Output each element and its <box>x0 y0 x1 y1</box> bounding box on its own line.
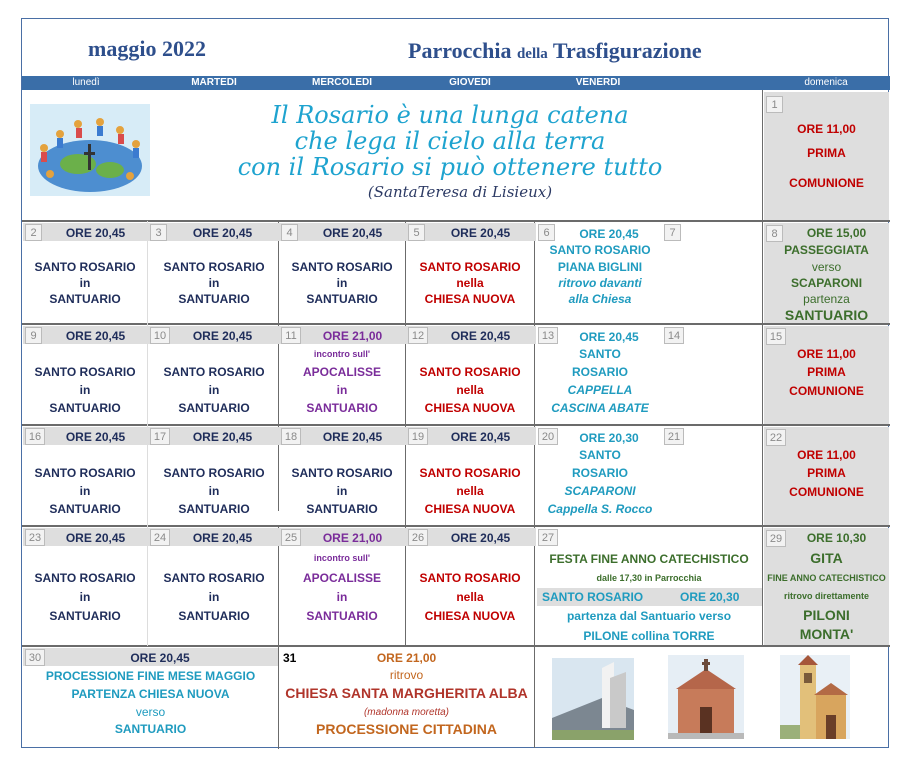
event-text: SANTO ROSARIO <box>291 260 393 274</box>
day-number: 4 <box>281 224 298 241</box>
event-text: COMUNIONE <box>789 384 864 398</box>
event-text: in <box>336 484 348 498</box>
day-number: 14 <box>664 327 684 344</box>
event-text: PILONE collina TORRE <box>583 629 715 643</box>
event-text: SANTUARIO <box>306 609 378 623</box>
event-time: ORE 11,00 <box>797 122 856 136</box>
event-text: PIANA BIGLINI <box>557 260 643 274</box>
day-friday: VENERDI <box>575 77 621 88</box>
row-divider <box>22 525 890 527</box>
day-number: 6 <box>538 224 555 241</box>
day-number: 2 <box>25 224 42 241</box>
event-text: CHIESA NUOVA <box>424 292 516 306</box>
parish-della: della <box>516 46 548 62</box>
day-number: 30 <box>25 649 45 666</box>
event-text: nella <box>456 484 484 498</box>
sanctuary-photo <box>552 658 634 740</box>
day-thursday: GIOVEDI <box>449 77 491 88</box>
event-time: ORE 15,00 <box>806 226 867 240</box>
event-text: PARTENZA CHIESA NUOVA <box>71 687 230 701</box>
event-text: SANTO ROSARIO <box>34 571 136 585</box>
event-text: in <box>79 484 91 498</box>
day-number: 1 <box>766 96 783 113</box>
event-text: SANTO ROSARIO <box>419 466 521 480</box>
col-divider <box>762 90 763 645</box>
day-number: 26 <box>408 529 428 546</box>
parish-word: Parrocchia <box>408 38 512 63</box>
event-time: ORE 11,00 <box>797 448 856 462</box>
children-globe-illustration <box>30 104 150 196</box>
event-text: ritrovo direttamente <box>783 591 870 601</box>
event-text: SANTO ROSARIO <box>163 365 265 379</box>
day-number: 18 <box>281 428 301 445</box>
event-text: incontro sull' <box>313 553 371 563</box>
event-text: SANTUARIO <box>178 609 250 623</box>
event-text: in <box>208 484 220 498</box>
event-time: ORE 20,45 <box>450 430 511 444</box>
day-number: 23 <box>25 529 45 546</box>
event-text: ROSARIO <box>571 365 628 379</box>
event-text: nella <box>456 276 484 290</box>
event-text: COMUNIONE <box>789 485 864 499</box>
day-number: 27 <box>538 529 558 546</box>
day-number: 21 <box>664 428 684 445</box>
day-number: 20 <box>538 428 558 445</box>
event-text: PRIMA <box>807 466 846 480</box>
day-number: 29 <box>766 530 786 547</box>
event-text: PRIMA <box>807 146 846 160</box>
event-text: in <box>336 590 348 604</box>
day-number: 13 <box>538 327 558 344</box>
bell-tower-church-icon <box>780 655 850 739</box>
event-text: in <box>336 276 348 290</box>
event-text: CHIESA NUOVA <box>424 502 516 516</box>
event-time: ORE 20,45 <box>322 226 383 240</box>
event-text: APOCALISSE <box>302 571 381 585</box>
event-text: partenza dal Santuario verso <box>566 609 732 623</box>
event-text: SANTUARIO <box>114 722 187 736</box>
event-time: ORE 20,45 <box>65 329 126 343</box>
event-time: ORE 20,45 <box>192 329 253 343</box>
day-sunday: domenica <box>804 77 848 88</box>
event-time: ORE 20,45 <box>65 226 126 240</box>
event-text: CASCINA ABATE <box>551 401 649 415</box>
row-divider <box>22 645 890 647</box>
event-text: SANTO ROSARIO <box>34 260 136 274</box>
event-text: verso <box>811 260 842 274</box>
row-divider <box>22 323 890 325</box>
event-text: FINE ANNO CATECHISTICO <box>767 573 886 583</box>
event-time: ORE 20,30 <box>579 431 639 445</box>
event-text: (madonna moretta) <box>363 707 450 718</box>
day-number: 22 <box>766 429 786 446</box>
event-text: SANTUARIO <box>49 609 121 623</box>
event-time: ORE 20,45 <box>322 430 383 444</box>
chiesa-nuova-photo <box>668 655 744 739</box>
church-facade-icon <box>668 655 744 739</box>
weekday-header <box>22 76 890 90</box>
event-text: PROCESSIONE FINE MESE MAGGIO <box>45 669 256 683</box>
event-time: ORE 20,45 <box>192 430 253 444</box>
modern-church-icon <box>552 658 634 740</box>
event-time: ORE 20,45 <box>65 430 126 444</box>
event-text: CAPPELLA <box>567 383 633 397</box>
event-time: ORE 20,30 <box>680 590 740 604</box>
event-time: ORE 20,45 <box>130 651 190 665</box>
quote-author: (SantaTeresa di Lisieux) <box>367 183 553 201</box>
day-number: 7 <box>664 224 681 241</box>
row-divider <box>22 424 890 426</box>
event-text: SANTO ROSARIO <box>34 365 136 379</box>
day-number: 24 <box>150 529 170 546</box>
event-text: nella <box>456 383 484 397</box>
event-text: PASSEGGIATA <box>784 243 869 257</box>
event-time: ORE 21,00 <box>322 329 383 343</box>
event-text: ritrovo davanti <box>558 276 642 290</box>
event-text: ROSARIO <box>571 466 628 480</box>
day-number: 3 <box>150 224 167 241</box>
event-text: PRIMA <box>807 365 846 379</box>
event-text: CHIESA SANTA MARGHERITA ALBA <box>285 685 528 701</box>
event-time: ORE 20,45 <box>192 531 253 545</box>
event-text: Cappella S. Rocco <box>547 502 653 516</box>
day-number: 10 <box>150 327 170 344</box>
event-text: SANTUARIO <box>784 307 869 323</box>
event-text: COMUNIONE <box>789 176 864 190</box>
event-text: incontro sull' <box>313 349 371 359</box>
event-text: MONTA' <box>799 626 854 642</box>
event-time: ORE 20,45 <box>450 329 511 343</box>
month-title: maggio 2022 <box>88 36 206 61</box>
day-number: 11 <box>281 327 301 344</box>
event-text: SCAPARONI <box>790 276 863 290</box>
day-number: 15 <box>766 328 786 345</box>
event-text: alla Chiesa <box>568 292 632 306</box>
quote-line-2: che lega il cielo alla terra <box>294 127 606 155</box>
quote-line-3: con il Rosario si può ottenere tutto <box>237 153 663 181</box>
event-time: ORE 20,45 <box>579 330 639 344</box>
event-text: SANTO ROSARIO <box>34 466 136 480</box>
day-number: 17 <box>150 428 170 445</box>
event-text: dalle 17,30 in Parrocchia <box>596 573 702 583</box>
event-text: in <box>79 383 91 397</box>
event-text: CHIESA NUOVA <box>424 609 516 623</box>
event-text: PILONI <box>803 607 850 623</box>
quote-line-1: Il Rosario è una lunga catena <box>271 101 629 129</box>
event-text: SANTO ROSARIO <box>419 571 521 585</box>
event-text: in <box>208 383 220 397</box>
children-globe-icon <box>30 104 150 196</box>
day-number: 12 <box>408 327 428 344</box>
event-text: SANTUARIO <box>306 502 378 516</box>
event-text: SANTUARIO <box>306 401 378 415</box>
event-text: partenza <box>803 292 850 306</box>
day-number: 8 <box>766 225 783 242</box>
event-time: ORE 21,00 <box>322 531 383 545</box>
event-text: SANTUARIO <box>49 401 121 415</box>
event-time: ORE 20,45 <box>192 226 253 240</box>
event-text: SANTO ROSARIO <box>419 365 521 379</box>
event-text: SANTO ROSARIO <box>291 466 393 480</box>
event-text: CHIESA NUOVA <box>424 401 516 415</box>
event-time: ORE 20,45 <box>450 531 511 545</box>
event-text: SANTO <box>579 448 621 462</box>
event-text: nella <box>456 590 484 604</box>
event-text: SANTUARIO <box>306 292 378 306</box>
event-text: SANTUARIO <box>178 292 250 306</box>
event-time: ORE 20,45 <box>450 226 511 240</box>
event-text: in <box>79 276 91 290</box>
event-text: PROCESSIONE CITTADINA <box>316 721 497 737</box>
event-text: in <box>208 276 220 290</box>
event-text: SANTO ROSARIO <box>163 260 265 274</box>
day-number: 31 <box>283 651 297 665</box>
event-text: in <box>79 590 91 604</box>
event-time: ORE 20,45 <box>579 227 639 241</box>
event-text: SANTO ROSARIO <box>542 590 644 604</box>
event-time: ORE 21,00 <box>376 651 437 665</box>
event-text: in <box>208 590 220 604</box>
event-text: SANTUARIO <box>178 502 250 516</box>
event-time: ORE 10,30 <box>806 531 867 545</box>
day-tuesday: MARTEDI <box>191 77 237 88</box>
day-number: 9 <box>25 327 42 344</box>
event-text: SANTO ROSARIO <box>163 571 265 585</box>
event-text: ritrovo <box>389 668 424 682</box>
event-text: SANTUARIO <box>178 401 250 415</box>
day-number: 5 <box>408 224 425 241</box>
row-divider <box>22 220 890 222</box>
col-divider <box>534 221 535 748</box>
event-text: verso <box>135 705 166 719</box>
event-text: SANTUARIO <box>49 292 121 306</box>
event-text: GITA <box>810 550 843 566</box>
parish-title <box>408 38 702 64</box>
event-time: ORE 20,45 <box>65 531 126 545</box>
event-time: ORE 11,00 <box>797 347 856 361</box>
parish-name: Trasfigurazione <box>552 38 702 63</box>
event-text: SANTO ROSARIO <box>549 243 651 257</box>
day-wednesday: MERCOLEDI <box>312 77 372 88</box>
santa-margherita-photo <box>780 655 850 739</box>
event-text: SANTO <box>579 347 621 361</box>
day-monday: lunedì <box>72 77 100 88</box>
event-text: SANTO ROSARIO <box>419 260 521 274</box>
event-text: APOCALISSE <box>302 365 381 379</box>
event-text: FESTA FINE ANNO CATECHISTICO <box>549 552 749 566</box>
day-number: 16 <box>25 428 45 445</box>
event-text: SANTUARIO <box>49 502 121 516</box>
event-text: SANTO ROSARIO <box>163 466 265 480</box>
day-number: 25 <box>281 529 301 546</box>
event-text: in <box>336 383 348 397</box>
event-text: SCAPARONI <box>564 484 636 498</box>
day-number: 19 <box>408 428 428 445</box>
white-strip <box>536 528 762 546</box>
